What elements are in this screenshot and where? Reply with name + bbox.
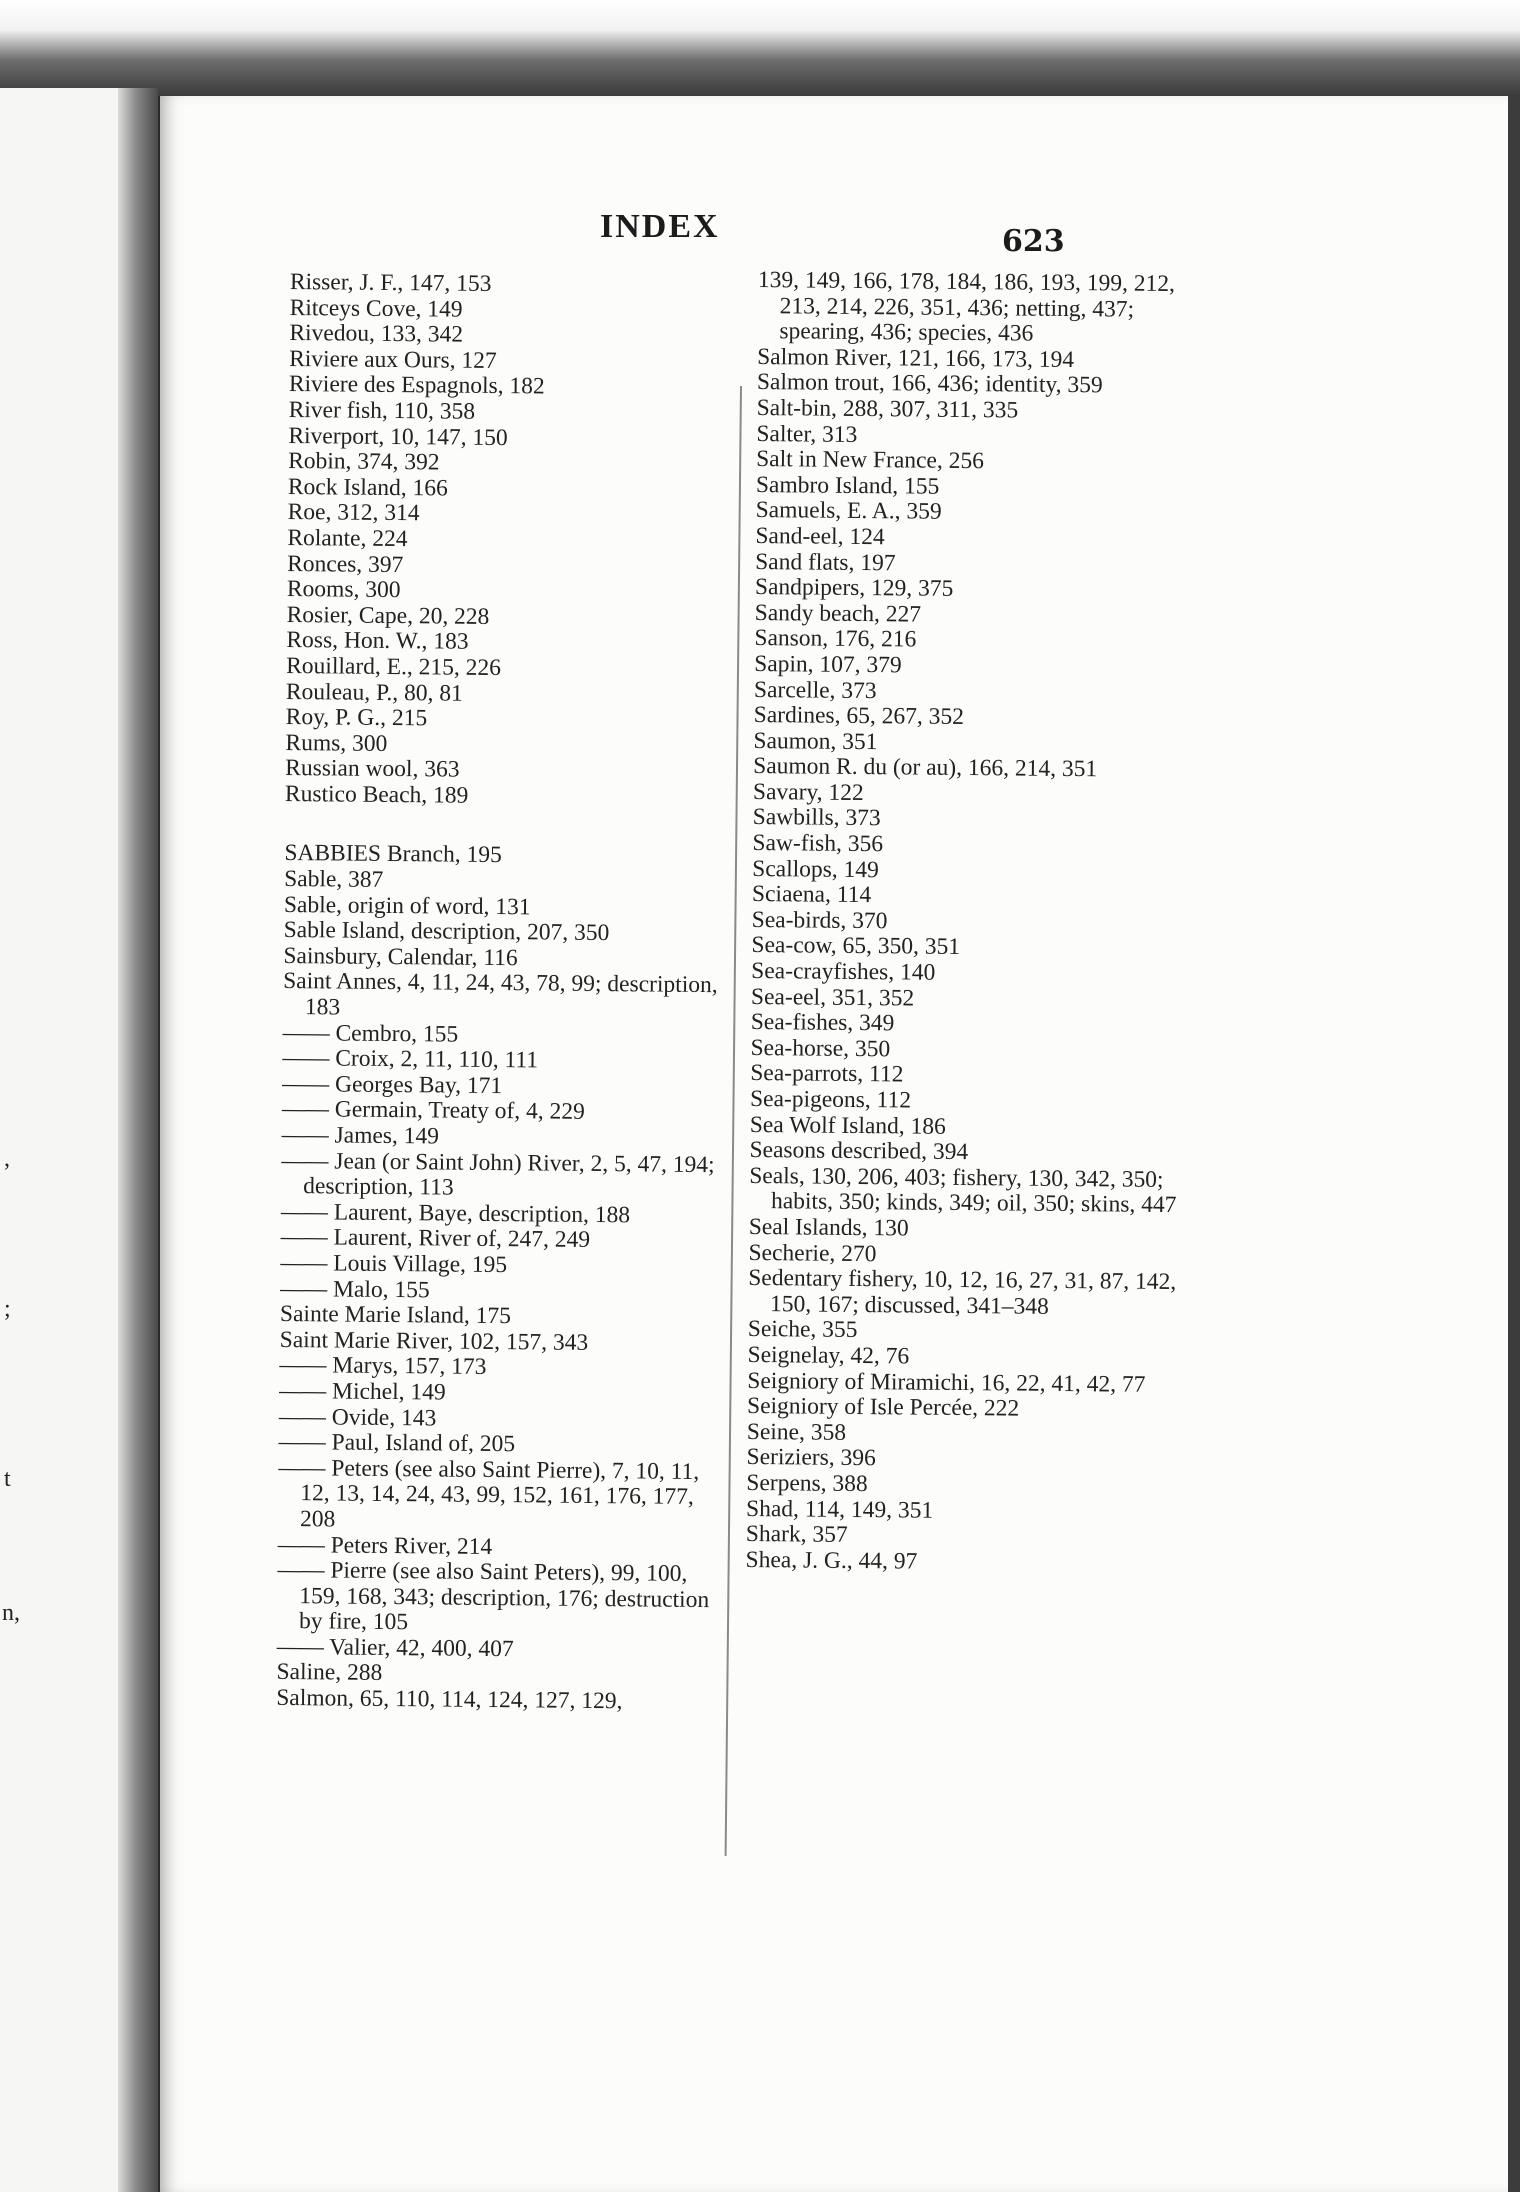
scan-border-right <box>1508 96 1520 2192</box>
index-entry: Seals, 130, 206, 403; fishery, 130, 342, 350; habits, 350; kinds, 349; oil, 350; skins, 447 <box>749 1162 1177 1219</box>
index-entry: —— Peters River, 214 <box>277 1531 493 1560</box>
index-entry: Salmon, 65, 110, 114, 124, 127, 129, <box>276 1684 623 1715</box>
index-entry: Rustico Beach, 189 <box>284 780 469 809</box>
index-entry: —— Peters (see also Saint Pierre), 7, 10, 11, 12, 13, 14, 24, 43, 99, 152, 161, 176, 177, 208 <box>278 1454 700 1533</box>
index-entry: Sea-pigeons, 112 <box>749 1085 912 1114</box>
index-entry: —— Pierre (see also Saint Peters), 99, 100, 159, 168, 343; description, 176; destruction by fire, 105 <box>277 1557 710 1636</box>
index-entry: Rouillard, E., 215, 226 <box>286 652 502 681</box>
index-entry: River fish, 110, 358 <box>288 396 476 425</box>
index-entry: Seal Islands, 130 <box>748 1213 909 1242</box>
index-entry: Sardines, 65, 267, 352 <box>753 702 965 731</box>
facing-page <box>0 88 128 2192</box>
index-entry: Sea-fishes, 349 <box>750 1009 895 1037</box>
facing-page-fragment: n, <box>2 1600 20 1626</box>
index-entry: —— Michel, 149 <box>279 1377 446 1406</box>
index-entry: Roy, P. G., 215 <box>285 704 428 732</box>
index-entry: Roe, 312, 314 <box>287 499 420 527</box>
index-entry: Scallops, 149 <box>752 855 879 883</box>
index-entry: Saline, 288 <box>276 1659 383 1687</box>
index-entry: Savary, 122 <box>752 778 864 806</box>
index-entry: —— Laurent, Baye, description, 188 <box>280 1198 631 1229</box>
index-entry: Rosier, Cape, 20, 228 <box>286 601 490 630</box>
index-entry: Sawbills, 373 <box>752 804 881 832</box>
index-entry: —— Valier, 42, 400, 407 <box>276 1633 514 1663</box>
index-entry: Seine, 358 <box>746 1418 847 1446</box>
index-entry: Rooms, 300 <box>286 576 401 604</box>
index-entry: Seasons described, 394 <box>749 1137 969 1166</box>
index-entry: Shad, 114, 149, 351 <box>745 1495 934 1524</box>
index-entry: —— Georges Bay, 171 <box>282 1070 503 1099</box>
index-entry: Saint Marie River, 102, 157, 343 <box>279 1326 589 1356</box>
index-entry: Rivedou, 133, 342 <box>289 320 464 348</box>
facing-page-fragment: t <box>4 1466 11 1492</box>
index-entry: Sandy beach, 227 <box>754 599 922 628</box>
index-entry: Rock Island, 166 <box>287 473 448 502</box>
index-entry: Sanson, 176, 216 <box>754 625 917 653</box>
index-entry: Ross, Hon. W., 183 <box>286 627 469 656</box>
index-entry: Sea Wolf Island, 186 <box>749 1111 946 1140</box>
index-entry: —— Ovide, 143 <box>278 1403 437 1431</box>
index-entry: Rolante, 224 <box>287 524 408 553</box>
index-entry: —— Laurent, River of, 247, 249 <box>280 1224 591 1254</box>
index-entry: Saumon R. du (or au), 166, 214, 351 <box>753 753 1098 783</box>
index-entry: Sciaena, 114 <box>751 881 872 909</box>
index-entry: Rouleau, P., 80, 81 <box>285 678 463 707</box>
index-entry: Salter, 313 <box>756 420 858 448</box>
index-entry: Sable Island, description, 207, 350 <box>283 917 610 947</box>
index-entry: —— Malo, 155 <box>280 1275 430 1303</box>
index-entry: Samuels, E. A., 359 <box>755 497 942 526</box>
index-entry: Risser, J. F., 147, 153 <box>289 269 492 297</box>
section-gap <box>285 807 731 845</box>
index-entry: Saumon, 351 <box>753 727 878 755</box>
index-entry: Seriziers, 396 <box>746 1444 876 1472</box>
index-entry: Serpens, 388 <box>746 1469 868 1498</box>
index-entry: 139, 149, 166, 178, 184, 186, 193, 199, 212, 213, 214, 226, 351, 436; netting, 437; spearing, 436; species, 436 <box>757 267 1176 347</box>
page-number: 623 <box>1002 224 1065 259</box>
facing-page-fragment: ; <box>4 1296 11 1322</box>
index-entry: Sea-birds, 370 <box>751 906 888 935</box>
index-entry: Sainte Marie Island, 175 <box>279 1301 512 1330</box>
index-entry: Salmon trout, 166, 436; identity, 359 <box>756 369 1103 399</box>
index-entry: Saw-fish, 356 <box>752 830 884 858</box>
index-entry: —— Croix, 2, 11, 110, 111 <box>282 1045 539 1074</box>
index-entry: Seigniory of Isle Percée, 222 <box>746 1393 1020 1422</box>
index-entry: Ronces, 397 <box>287 550 404 578</box>
index-entry: Riviere des Espagnols, 182 <box>288 371 545 400</box>
index-entry: —— Cembro, 155 <box>282 1019 459 1048</box>
index-entry: Salt in New France, 256 <box>756 446 985 475</box>
index-entry: —— Paul, Island of, 205 <box>278 1429 516 1458</box>
index-entry: —— Germain, Treaty of, 4, 229 <box>281 1096 585 1126</box>
index-entry: Seigniory of Miramichi, 16, 22, 41, 42, 77 <box>747 1367 1146 1398</box>
index-entry: Saint Annes, 4, 11, 24, 43, 78, 99; description, 183 <box>283 968 718 1021</box>
index-entry: Sand flats, 197 <box>755 548 896 576</box>
index-entry: Sea-eel, 351, 352 <box>750 983 915 1012</box>
index-entry: Russian wool, 363 <box>285 755 460 783</box>
book-gutter <box>118 88 158 2192</box>
index-entry: Salt-bin, 288, 307, 311, 335 <box>756 394 1019 424</box>
index-entry: Ritceys Cove, 149 <box>289 294 463 323</box>
index-entry: Sarcelle, 373 <box>753 676 877 704</box>
index-entry: Sainsbury, Calendar, 116 <box>283 942 518 972</box>
index-entry: Sandpipers, 129, 375 <box>754 574 954 603</box>
index-entry: Riverport, 10, 147, 150 <box>288 422 508 451</box>
index-entry: Robin, 374, 392 <box>288 448 440 476</box>
index-entry: Sable, origin of word, 131 <box>283 891 531 920</box>
index-entry: Sable, 387 <box>284 866 384 893</box>
index-entry: Sea-horse, 350 <box>750 1034 891 1063</box>
scan-border-top <box>0 0 1520 96</box>
index-entry: Seiche, 355 <box>747 1316 858 1344</box>
facing-page-fragment: , <box>4 1146 10 1172</box>
index-entry: Sea-crayfishes, 140 <box>751 957 936 986</box>
index-entry: Salmon River, 121, 166, 173, 194 <box>757 343 1075 373</box>
index-entry: —— Louis Village, 195 <box>280 1249 508 1279</box>
index-entry: Seignelay, 42, 76 <box>747 1341 910 1370</box>
index-entry: Riviere aux Ours, 127 <box>289 345 497 374</box>
index-entry: Sand-eel, 124 <box>755 522 885 551</box>
index-entry: Rums, 300 <box>285 729 388 757</box>
index-entry: —— Jean (or Saint John) River, 2, 5, 47, 194; description, 113 <box>281 1147 715 1201</box>
index-entry: —— James, 149 <box>281 1121 440 1150</box>
index-entry: Sea-cow, 65, 350, 351 <box>751 932 961 961</box>
index-entry: Sedentary fishery, 10, 12, 16, 27, 31, 87, 142, 150, 167; discussed, 341–348 <box>748 1265 1177 1320</box>
index-entry: Secherie, 270 <box>748 1239 877 1267</box>
index-entry: Sea-parrots, 112 <box>750 1060 904 1088</box>
index-entry: Sapin, 107, 379 <box>754 650 902 679</box>
index-column-left <box>276 270 736 1716</box>
index-column-right <box>745 268 1218 1578</box>
index-entry: SABBIES Branch, 195 <box>284 840 502 869</box>
index-entry: Sambro Island, 155 <box>755 471 940 500</box>
page-title: INDEX <box>600 208 720 245</box>
index-entry: Shea, J. G., 44, 97 <box>745 1546 918 1575</box>
index-entry: Shark, 357 <box>745 1521 848 1549</box>
index-entry: —— Marys, 157, 173 <box>279 1352 487 1381</box>
